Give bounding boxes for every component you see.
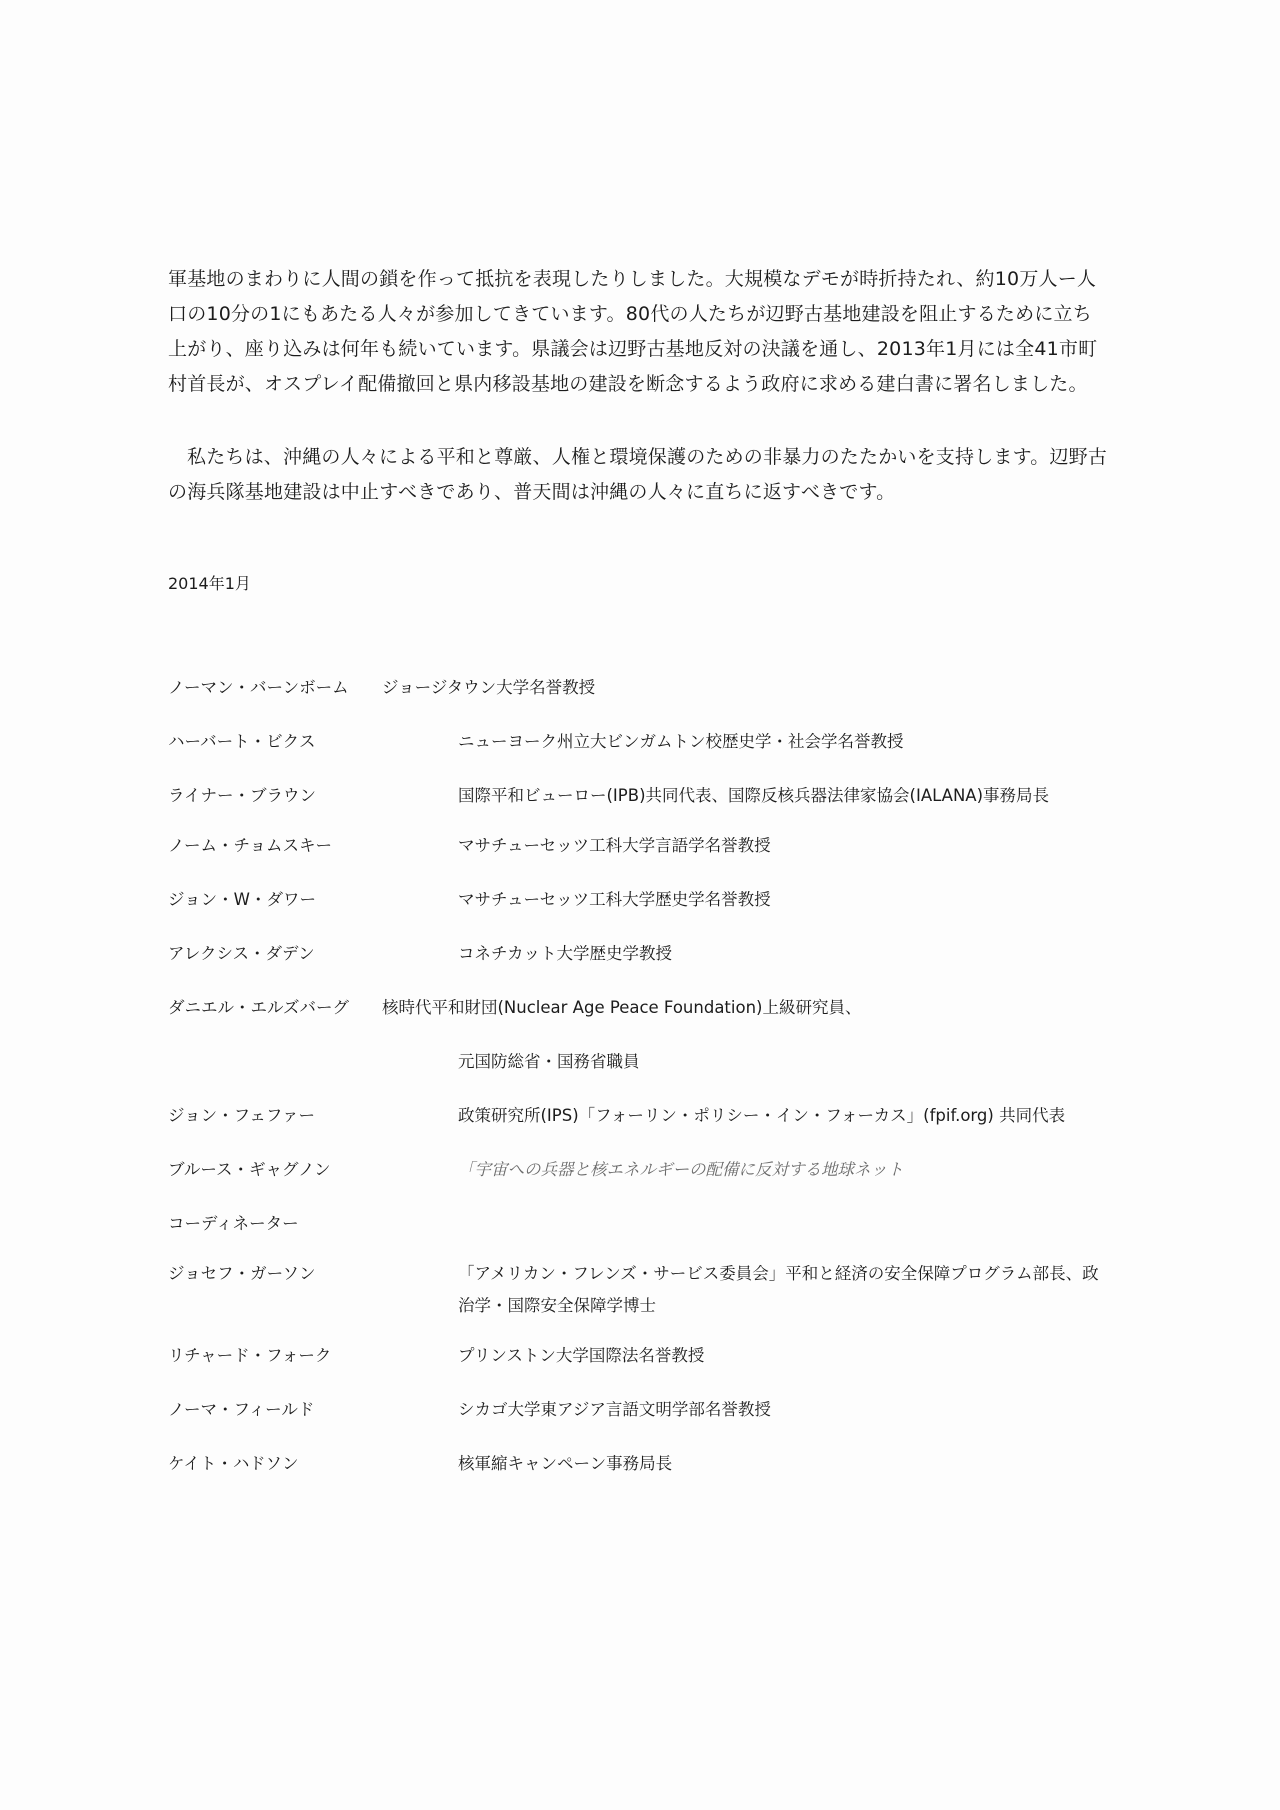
signatory-title: 「宇宙への兵器と核エネルギーの配備に反対する地球ネット xyxy=(458,1160,904,1179)
signatory-name: ブルース・ギャグノン xyxy=(168,1160,331,1179)
paragraph-text: 軍基地のまわりに人間の鎖を作って抵抗を表現したりしました。大規模なデモが時折持たれ、約10万人ー人口の10分の1にもあたる人々が参加してきています。80代の人たちが辺野古基地建設を阻止するために立ち上がり、座り込みは何年も続いています。県議会は辺野古基地反対の決議を通し、2013年1月には全41市町村首長が、オスプレイ配備撤回と県内移設基地の建設を断念するよう政府に求める建白書に署名しました。 xyxy=(168,268,1098,395)
signatory-row xyxy=(168,726,1128,758)
signatory-title: マサチューセッツ工科大学言語学名誉教授 xyxy=(458,836,771,855)
letter-date: 2014年1月 xyxy=(168,574,251,593)
signatory-row xyxy=(168,1154,1128,1186)
signatory-title: シカゴ大学東アジア言語文明学部名誉教授 xyxy=(458,1400,771,1419)
signatory-row xyxy=(168,830,1128,862)
signatory-title: 政策研究所(IPS)「フォーリン・ポリシー・イン・フォーカス」(fpif.org) 共同代表 xyxy=(458,1106,1066,1125)
signatory-row xyxy=(168,1340,1128,1372)
signatory-title: コネチカット大学歴史学教授 xyxy=(458,944,673,963)
signatory-title: ニューヨーク州立大ビンガムトン校歴史学・社会学名誉教授 xyxy=(458,732,904,751)
signatory-title: 「アメリカン・フレンズ・サービス委員会」平和と経済の安全保障プログラム部長、政治学・国際安全保障学博士 xyxy=(458,1264,1099,1315)
signatory-row xyxy=(168,780,1128,812)
signatory-title: 核時代平和財団(Nuclear Age Peace Foundation)上級研究員、 xyxy=(382,998,862,1017)
signatory-name: コーディネーター xyxy=(168,1214,299,1233)
signatory-title: 国際平和ビューロー(IPB)共同代表、国際反核兵器法律家協会(IALANA)事務局長 xyxy=(458,786,1050,805)
signatory-row xyxy=(168,992,1128,1024)
signatory-name: アレクシス・ダデン xyxy=(168,944,315,963)
signatory-title: プリンストン大学国際法名誉教授 xyxy=(458,1346,705,1365)
body-paragraph-1 xyxy=(168,262,1108,402)
signatory-name: ジョン・フェファー xyxy=(168,1106,316,1125)
signatory-row xyxy=(168,1258,1128,1322)
signatory-title: マサチューセッツ工科大学歴史学名誉教授 xyxy=(458,890,771,909)
signatory-row xyxy=(168,1208,1128,1236)
signatory-name: ジョン・W・ダワー xyxy=(168,890,316,909)
signatory-title: 核軍縮キャンペーン事務局長 xyxy=(458,1454,673,1473)
signatory-name: ダニエル・エルズバーグ xyxy=(168,998,350,1017)
signatory-name: ライナー・ブラウン xyxy=(168,786,317,805)
signatory-row xyxy=(168,938,1128,970)
signatory-title: ジョージタウン大学名誉教授 xyxy=(382,678,596,697)
signatory-title: 元国防総省・国務省職員 xyxy=(458,1052,640,1071)
signatory-name: リチャード・フォーク xyxy=(168,1346,332,1365)
paragraph-text: 私たちは、沖縄の人々による平和と尊厳、人権と環境保護のための非暴力のたたかいを支持します。辺野古の海兵隊基地建設は中止すべきであり、普天間は沖縄の人々に直ちに返すべきです。 xyxy=(168,446,1108,503)
signatory-name: ハーバート・ビクス xyxy=(168,732,316,751)
signatory-name: ジョセフ・ガーソン xyxy=(168,1264,316,1283)
signatory-name: ケイト・ハドソン xyxy=(168,1454,299,1473)
body-paragraph-2 xyxy=(168,440,1108,510)
signatory-name: ノーマン・バーンボーム xyxy=(168,678,349,697)
signatory-row xyxy=(168,1448,1128,1480)
signatory-row xyxy=(168,1046,1128,1078)
signatory-name: ノーマ・フィールド xyxy=(168,1400,315,1419)
signatory-list xyxy=(168,672,1128,1480)
signatory-name: ノーム・チョムスキー xyxy=(168,836,333,855)
signatory-row xyxy=(168,672,1128,704)
signatory-row xyxy=(168,1100,1128,1132)
signatory-row xyxy=(168,1394,1128,1426)
signatory-row xyxy=(168,884,1128,916)
